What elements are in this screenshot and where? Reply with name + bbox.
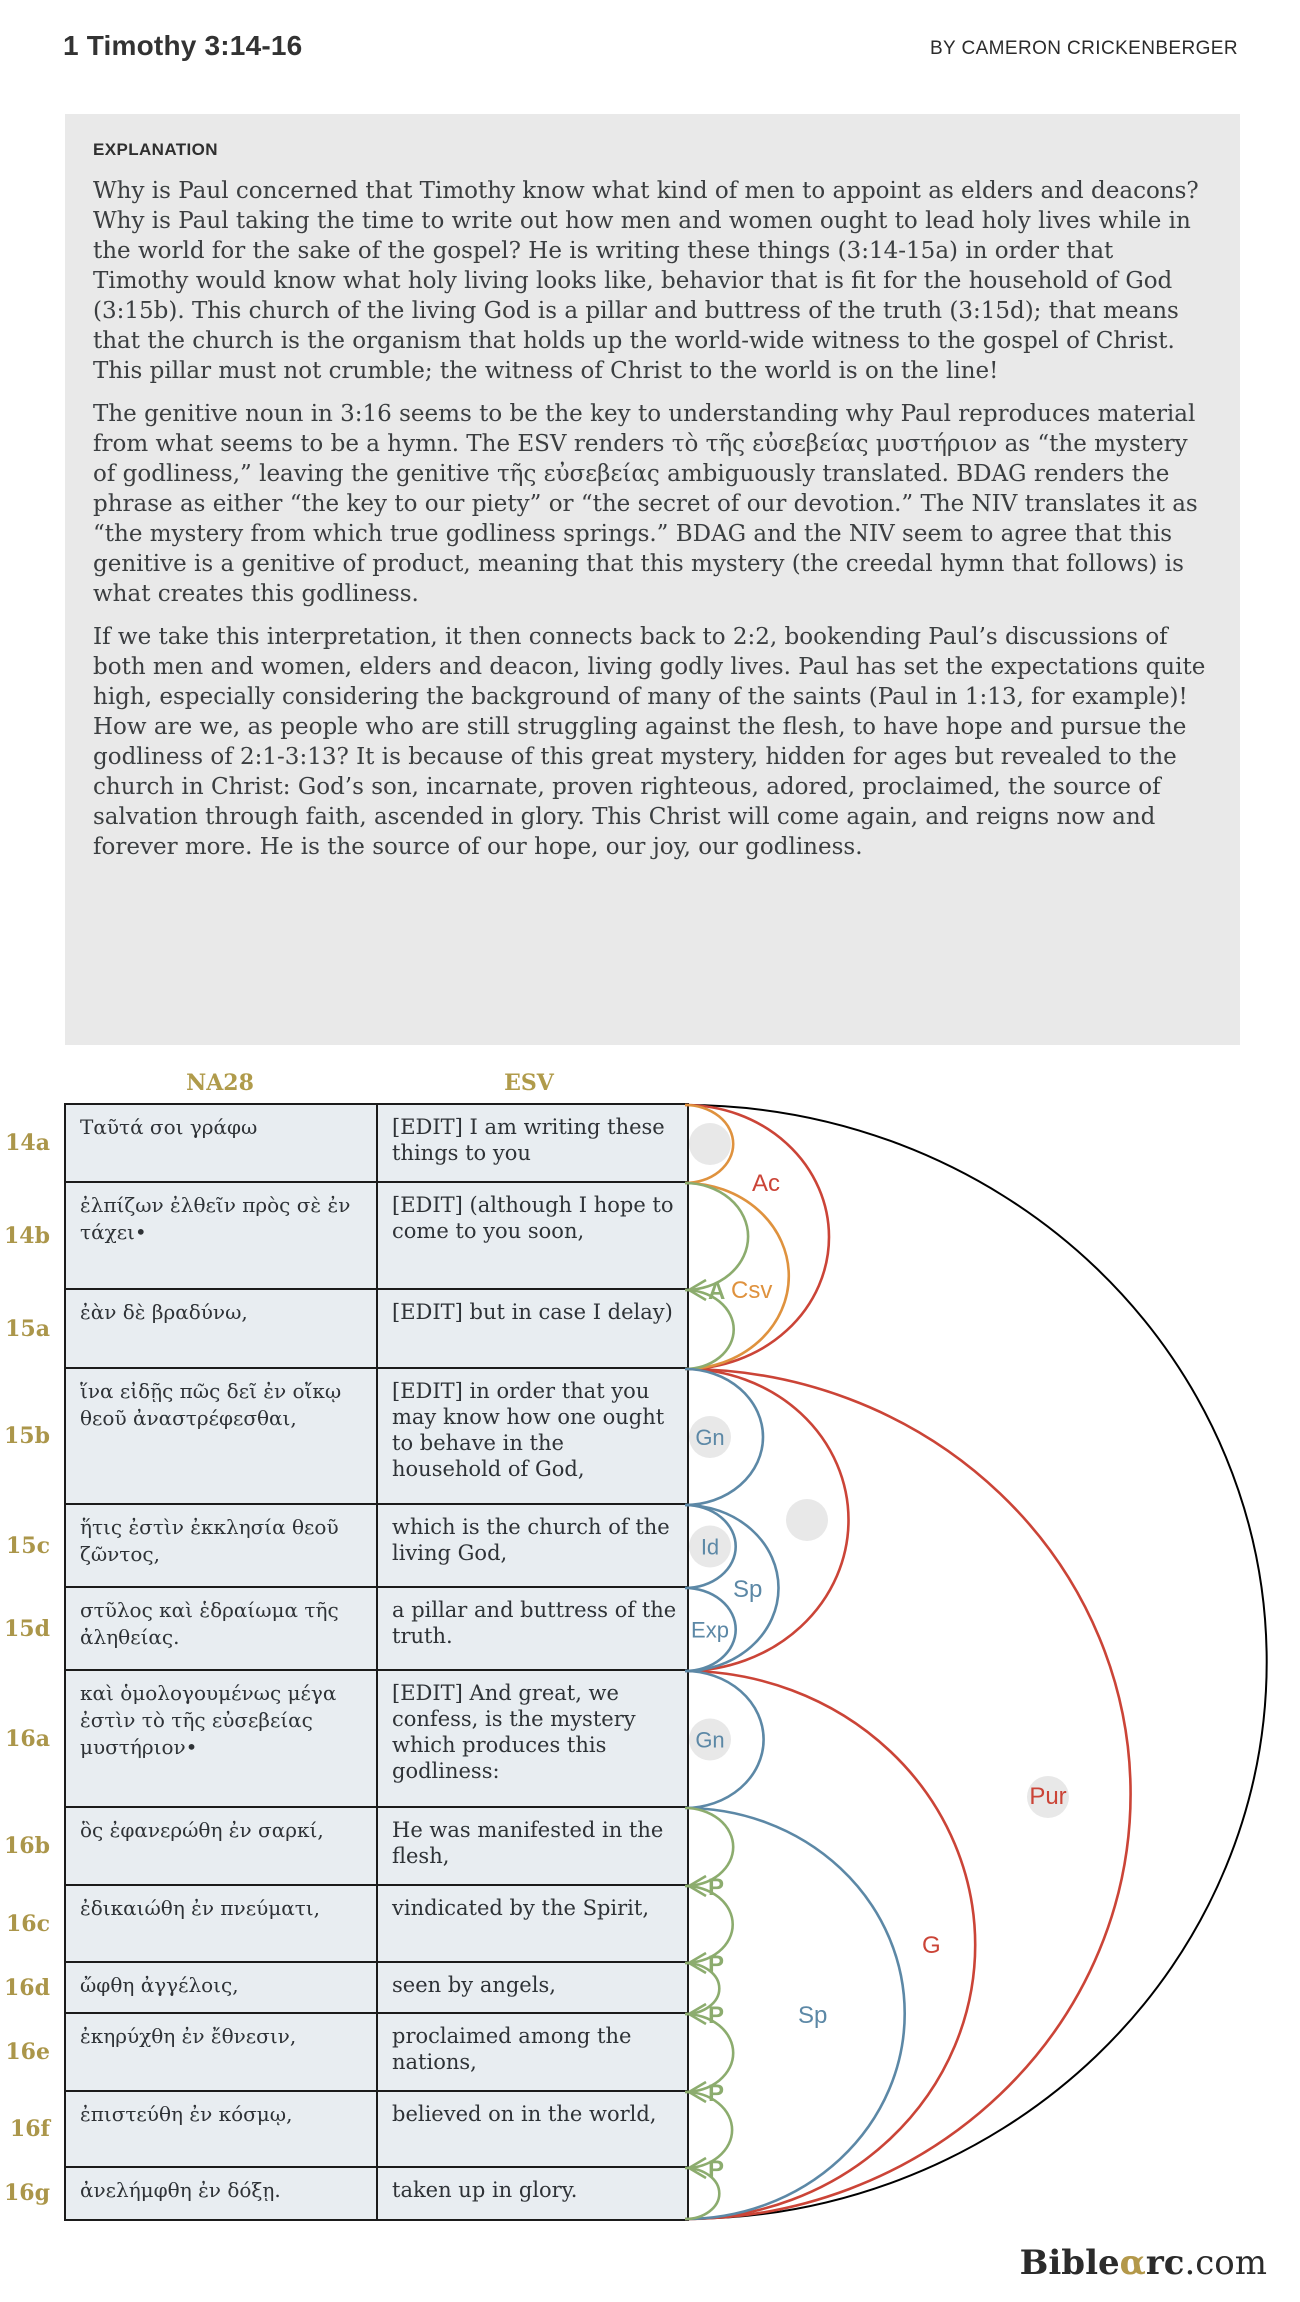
segment-badge-label-15b[interactable]: Gn: [695, 1425, 725, 1450]
junction-label-a-14b[interactable]: A: [708, 1278, 726, 1305]
greek-cell-16a[interactable]: καὶ ὁμολογουμένως μέγα ἐστὶν τὸ τῆς εὐσεβείας μυστήριον•: [66, 1671, 378, 1806]
esv-cell-16c[interactable]: vindicated by the Spirit,: [392, 1896, 649, 1920]
biblearc-logo[interactable]: [1020, 2243, 1267, 2283]
column-header-na28: NA28: [186, 1070, 254, 1096]
esv-cell-16e[interactable]: proclaimed among the nations,: [392, 2024, 632, 2074]
verse-label-16b: 16b: [4, 1833, 50, 1859]
logo-alpha-icon: α: [1119, 2243, 1146, 2283]
verse-label-16a: 16a: [5, 1725, 50, 1752]
logo-com: .com: [1184, 2243, 1267, 2283]
arc-label-g-16a-16g[interactable]: G: [922, 1932, 941, 1959]
greek-cell-16b[interactable]: ὃς ἐφανερώθη ἐν σαρκί,: [66, 1808, 378, 1884]
junction-label-p-16c[interactable]: P: [708, 1951, 725, 1978]
verse-label-16c: 16c: [5, 1910, 50, 1937]
arc-label-csv-14b-15a[interactable]: Csv: [731, 1277, 773, 1304]
arc-span-14a-16g[interactable]: [685, 1105, 1267, 2219]
greek-cell-15d[interactable]: στῦλος καὶ ἑδραίωμα τῆς ἀληθείας.: [66, 1588, 378, 1669]
arc-leaf-14b[interactable]: [685, 1183, 748, 1290]
esv-cell-16d[interactable]: seen by angels,: [392, 1973, 556, 1997]
junction-label-p-16b[interactable]: P: [708, 1874, 725, 1901]
greek-cell-16e[interactable]: ἐκηρύχθη ἐν ἔθνεσιν,: [66, 2014, 378, 2090]
esv-cell-16g[interactable]: taken up in glory.: [392, 2178, 578, 2202]
junction-label-p-16f[interactable]: P: [708, 2156, 725, 2183]
esv-cell-14b[interactable]: [EDIT] (although I hope to come to you soon,: [392, 1193, 674, 1243]
segment-badge-circle-14a[interactable]: [689, 1123, 731, 1165]
column-header-esv: ESV: [504, 1070, 554, 1096]
explanation-heading: EXPLANATION: [93, 140, 218, 159]
esv-cell-16a[interactable]: [EDIT] And great, we confess, is the mystery which produces this godliness:: [392, 1681, 636, 1783]
greek-cell-14a[interactable]: Ταῦτά σοι γράφω: [66, 1105, 378, 1181]
greek-cell-16g[interactable]: ἀνελήμφθη ἐν δόξῃ.: [66, 2168, 378, 2219]
verse-label-16g: 16g: [4, 2179, 50, 2206]
esv-cell-15d[interactable]: a pillar and buttress of the truth.: [392, 1598, 677, 1648]
logo-rc: rc: [1145, 2243, 1185, 2283]
greek-cell-15a[interactable]: ἐὰν δὲ βραδύνω,: [66, 1290, 378, 1367]
greek-cell-16c[interactable]: ἐδικαιώθη ἐν πνεύματι,: [66, 1886, 378, 1961]
segment-badge-label-16a[interactable]: Gn: [695, 1727, 725, 1753]
greek-cell-16f[interactable]: ἐπιστεύθη ἐν κόσμῳ,: [66, 2092, 378, 2166]
verse-label-16f: 16f: [9, 2116, 50, 2142]
verse-label-15c: 15c: [5, 1532, 50, 1559]
segment-badge-label-15d[interactable]: Exp: [691, 1617, 729, 1643]
verse-label-14a: 14a: [5, 1130, 50, 1156]
segment-badge-label-15c[interactable]: Id: [700, 1534, 720, 1560]
arc-label-sp-16b-16g[interactable]: Sp: [798, 2002, 828, 2029]
arc-label-ac-14a-15a[interactable]: Ac: [752, 1170, 781, 1197]
greek-cell-15b[interactable]: ἵνα εἰδῇς πῶς δεῖ ἐν οἴκῳ θεοῦ ἀναστρέφεσθαι,: [66, 1369, 378, 1503]
explanation-paragraph-3: If we take this interpretation, it then connects back to 2:2, bookending Paul’s discussions of both men and women, elders and deacon, living godly lives. Paul has set the expectations quite high, especially considering the background of many of the saints (Paul in 1:13, for example)! How are we, as people who are still struggling against the flesh, to have hope and pursue the godliness of 2:1-3:13? It is because of this great mystery, hidden for ages but revealed to the church in Christ: God’s son, incarnate, proven righteous, adored, proclaimed, the source of salvation through faith, ascended in glory. This Christ will come again, and reigns now and forever more. He is the source of our hope, our joy, our godliness.: [93, 624, 1206, 860]
esv-cell-14a[interactable]: [EDIT] I am writing these things to you: [392, 1115, 665, 1165]
logo-bible: Bible: [1019, 2243, 1120, 2283]
verse-label-14b: 14b: [4, 1222, 50, 1249]
explanation-paragraph-1: Why is Paul concerned that Timothy know what kind of men to appoint as elders and deacons? Why is Paul taking the time to write out how men and women ought to lead holy lives while in the world for the sake of the gospel? He is writing these things (3:14-15a) in order that Timothy would know what holy living looks like, behavior that is fit for the household of God (3:15b). This church of the living God is a pillar and buttress of the truth (3:15d); that means that the church is the organism that holds up the world-wide witness to the gospel of Christ. This pillar must not crumble; the witness of Christ to the world is on the line!: [93, 178, 1199, 384]
arc-label-sp-15c-15d[interactable]: Sp: [733, 1576, 763, 1603]
explanation-paragraph-2: The genitive noun in 3:16 seems to be the key to understanding why Paul reproduces material from what seems to be a hymn. The ESV renders τὸ τῆς εὐσεβείας μυστήριον as “the mystery of godliness,” leaving the genitive τῆς εὐσεβείας ambiguously translated. BDAG renders the phrase as either “the key to our piety” or “the secret of our devotion.” The NIV translates it as “the mystery from which true godliness springs.” BDAG and the NIV seem to agree that this genitive is a genitive of product, meaning that this mystery (the creedal hymn that follows) is what creates this godliness.: [93, 401, 1198, 607]
verse-label-16e: 16e: [5, 2039, 50, 2065]
verse-label-16d: 16d: [4, 1974, 50, 2001]
esv-cell-16f[interactable]: believed on in the world,: [392, 2102, 657, 2126]
greek-cell-15c[interactable]: ἥτις ἐστὶν ἐκκλησία θεοῦ ζῶντος,: [66, 1505, 378, 1586]
arc-label-pur-15b-16g[interactable]: Pur: [1029, 1783, 1067, 1810]
junction-label-p-16d[interactable]: P: [708, 2002, 725, 2029]
junction-label-p-16e[interactable]: P: [708, 2080, 725, 2107]
esv-cell-15c[interactable]: which is the church of the living God,: [392, 1515, 670, 1565]
verse-label-15d: 15d: [4, 1615, 50, 1642]
relationship-circle-15b-15d[interactable]: [786, 1499, 828, 1541]
verse-label-15b: 15b: [4, 1423, 50, 1449]
esv-cell-15b[interactable]: [EDIT] in order that you may know how one ought to behave in the household of God,: [392, 1379, 665, 1481]
esv-cell-15a[interactable]: [EDIT] but in case I delay): [392, 1300, 673, 1324]
greek-cell-16d[interactable]: ὤφθη ἀγγέλοις,: [66, 1963, 378, 2012]
byline: BY CAMERON CRICKENBERGER: [929, 38, 1238, 59]
verse-label-15a: 15a: [5, 1315, 50, 1342]
esv-cell-16b[interactable]: He was manifested in the flesh,: [392, 1818, 664, 1868]
page-title: 1 Timothy 3:14-16: [63, 30, 303, 61]
greek-cell-14b[interactable]: ἐλπίζων ἐλθεῖν πρὸς σὲ ἐν τάχει•: [66, 1183, 378, 1288]
